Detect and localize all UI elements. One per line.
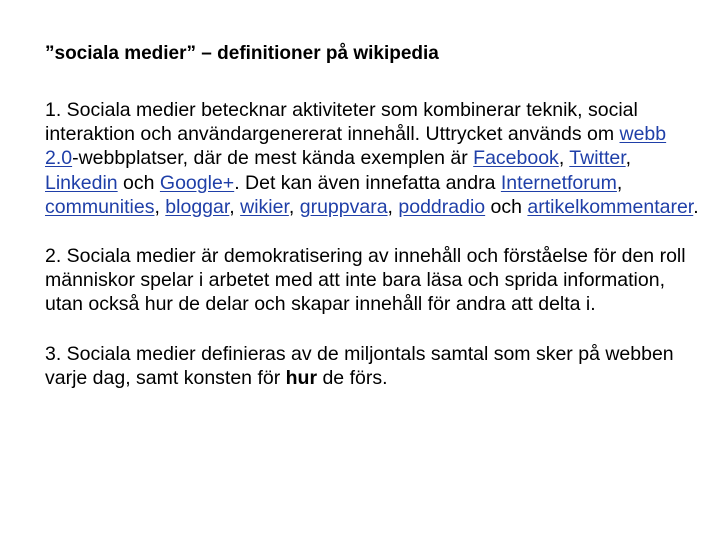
- separator-text: ,: [288, 195, 300, 218]
- definition-paragraph-1: [45, 98, 705, 219]
- paragraph-text: och: [485, 195, 528, 218]
- paragraph-text: . Det kan även innefatta andra: [234, 171, 501, 194]
- link-webb-2-0[interactable]: webb 2.0: [45, 123, 667, 170]
- link-gruppvara[interactable]: gruppvara: [299, 195, 388, 218]
- paragraph-text: och: [117, 171, 160, 194]
- document-page: [45, 40, 705, 390]
- separator-text: ,: [387, 195, 399, 218]
- separator-text: ,: [558, 147, 570, 170]
- separator-text: ,: [616, 171, 623, 194]
- link-twitter[interactable]: Twitter: [569, 147, 626, 170]
- paragraph-text: 3. Sociala medier definieras av de miljontals samtal som sker på webben varje dag, samt konsten för: [45, 342, 674, 389]
- link-communities[interactable]: communities: [45, 195, 155, 218]
- paragraph-text: -webbplatser, där de mest kända exemplen är: [72, 147, 474, 170]
- link-google-plus[interactable]: Google+: [159, 171, 235, 194]
- link-internetforum[interactable]: Internetforum: [500, 171, 617, 194]
- page-title: ”sociala medier” – definitioner på wikipedia: [45, 43, 439, 64]
- paragraph-text: de förs.: [317, 366, 388, 389]
- link-bloggar[interactable]: bloggar: [165, 195, 230, 218]
- separator-text: ,: [625, 147, 632, 170]
- bold-word: hur: [285, 366, 318, 389]
- link-linkedin[interactable]: Linkedin: [45, 171, 118, 194]
- link-artikelkommentarer[interactable]: artikelkommentarer: [527, 195, 694, 218]
- definition-paragraph-2: 2. Sociala medier är demokratisering av innehåll och förståelse för den roll människor spelar i arbetet med att inte bara läsa och sprida information, utan också hur de delar och skapar innehåll för andra att delta i.: [45, 245, 686, 316]
- separator-text: ,: [229, 195, 241, 218]
- paragraph-text: .: [693, 195, 699, 218]
- link-poddradio[interactable]: poddradio: [398, 195, 486, 218]
- paragraph-text: 1. Sociala medier betecknar aktiviteter som kombinerar teknik, social interaktion och användargenererat innehåll. Uttrycket används om: [45, 99, 638, 146]
- link-wikier[interactable]: wikier: [240, 195, 289, 218]
- link-facebook[interactable]: Facebook: [473, 147, 559, 170]
- separator-text: ,: [154, 195, 166, 218]
- definition-paragraph-3: [45, 342, 705, 390]
